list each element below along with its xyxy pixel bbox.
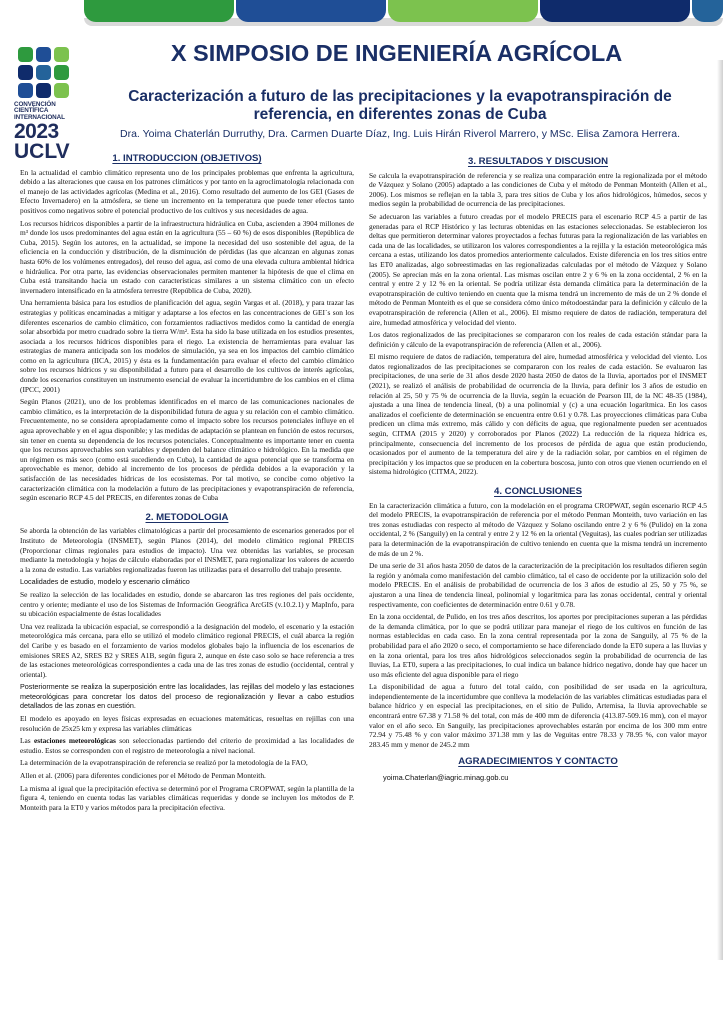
logo-line1: CONVENCIÓN — [14, 101, 56, 108]
conclusions-heading: 4. CONCLUSIONES — [494, 486, 582, 497]
method-paragraph: La determinación de la evapotranspiración de referencia se realizó por la metodología de la FAO, — [20, 758, 308, 768]
method-paragraph: La misma al igual que la precipitación efectiva se determinó por el Programa CROPWAT, según la plantilla de la figura 4, teniendo en cuenta todas las variables climáticas requeridas y donde se incluyen los métodos de P. Monteith para la ET0 y varios métodos para la precipitación efectiva. — [20, 783, 354, 812]
left-column — [20, 154, 354, 815]
text-run: Las — [20, 736, 34, 746]
header-stripe — [692, 0, 723, 22]
intro-paragraph: Una herramienta básica para los estudios de planificación del agua, según Vargas et al. (2018), y para trazar las estrategias y políticas encaminadas a mitigar y adaptarse a los efectos en las concentraciones de GEI´s son los diferentes escenarios de cambio climático, con forzamientos radiactivos medidos como la cantidad de energía solar absorbida por metro cuadrado sobre la tierra W/m². Esta ha sido la base utilizada en los estudios presentes, asociada a los recursos hídricos disponibles para el riego. La existencia de herramientas para evaluar las estrategias de manera anticipada son los modelos de simulación, ya sea en los impactos del cambio climático como en la agricultura (IICA, 2015) y ésta es la fundamentación para evaluar el efecto del cambio climático sobre los recursos hídricos y su disponibilidad a futuro para el desarrollo de los cultivos de interés agrícolas, donde los escenarios constituyen un instrumento esencial de evaluar la incertidumbre de los cambios en el clima (IPCC, 2001) — [20, 298, 354, 394]
logo-line2: CIENTÍFICA — [14, 107, 49, 115]
conclusions-paragraph: En la caracterización climática a futuro, con la modelación en el programa CROPWAT, según escenario RCP 4.5 del modelo PRECIS, la evapotranspiración de referencia por el método Penman Monteith, tuvo variación en las tres zonas estudiadas con respecto al método de Vázquez y Solano oscilando entre 2 y 6 % (Pulido) en la zona occidental, 2 % (Sanguily) en la central y entre 2 y 12 % en la oriental (Veguitas), las cuales podrían ser utilizadas para la determinación de la evapotranspiración de cultivo teniendo en cuenta que la misma tendrá un incremento de más de un 2 %. — [369, 500, 707, 558]
header-stripe — [236, 0, 386, 22]
conclusions-paragraph: En la zona occidental, de Pulido, en los tres años descritos, los aportes por precipitaciones superan a las pérdidas de la demanda climática, por lo que se podrá utilizar para manejar el riego de los cultivos en función de las normas establecidas en cada caso. En la zona central representada por la zona de Sanguily, al 75 % de la probabilidad para el año 2020 o seco, el comportamiento se hace diferenciado donde la ET0 supera a las lluvias y en la zona oriental, para los tres años hidrológicos seleccionados según la probabilidad de ocurrencia de las lluvias, La ET0, supera a las precipitaciones, lo cual indica un balance hídrico negativo, donde hay que hacer un uso más eficiente del agua disponible para el riego — [369, 612, 707, 679]
intro-paragraph: En la actualidad el cambio climático representa uno de los principales problemas que enfrenta la agricultura, debido a las alteraciones que causa en los patrones climáticos y por tanto en la agroclimatología relacionada con el manejo de las actividades agrícolas (Medina et al., 2016). Como resultado del aumento de los GEI (Gases de Efecto Invernadero) en la atmósfera, se tiene un incremento en la temperatura que puede tener efectos tanto positivos como negativos sobre el potencial productivo de los cultivos y sus necesidades de agua. — [20, 167, 354, 215]
logo-org: UCLV — [14, 139, 70, 163]
conclusions-paragraph: La disponibilidad de agua a futuro del total caído, con posibilidad de ser usada en la agricultura, independientemente de la incertidumbre que conlleva la modelación de las variables climáticas estudiadas para el balance hídrico y en especial las precipitaciones, en el sitio de Pulido, Artemisa, la lluvia aprovechable se encontrará entre 67.38 y 71.58 % del total, con más de 400 mm de diferencia (413.87-509.16 mm), con el mayor valor en el año seco. En Sanguily, las precipitaciones aprovechables estarán por encima de los 300 mm entre 72.94 y 75.48 % y con valor máximo 371.38 mm y las de Veguitas entre 78.33 y 78.95 %, con valor mayor 283.45 mm y menor de 245.2 mm — [369, 682, 707, 749]
method-paragraph: El modelo es apoyado en leyes físicas expresadas en ecuaciones matemáticas, resueltas en rejillas con una resolución de 25x25 km y expresa las variables climáticas — [20, 714, 354, 733]
header-stripe — [540, 0, 690, 22]
logo-year: 2023 — [14, 119, 59, 143]
bold-term: estaciones meteorológicas — [33, 736, 116, 746]
method-paragraph: Se realizo la selección de las localidades en estudio, donde se abarcaron las tres regiones del país occidente, centro y oriente; mediante el uso de los Sistemas de Información Geográfica ArcGIS (v.10.2.1) y MapInfo, para su ubicación espacialmente de éstas localidades — [20, 589, 354, 619]
right-column — [369, 157, 707, 783]
results-heading: 3. RESULTADOS Y DISCUSION — [467, 156, 609, 167]
results-paragraph: Se calcula la evapotranspiración de referencia y se realiza una comparación entre la regionalizada por el método de Vázquez y Solano (2005) adaptado a las condiciones de Cuba y el método de Penman Monteith (Allen et al., 2006). Los mismos se reflejan en la tabla 3, para tres sitios de Cuba y los años hidrológicos, húmedos, secos y medios según la probabilidad de ocurrencia de las precipitaciones. — [369, 170, 707, 209]
results-paragraph: Los datos regionalizados de las precipitaciones se compararon con los reales de cada estación stándar para la definición y cálculo de la evapotranspiración de referencia (Allen et al., 2006). — [369, 330, 707, 349]
method-paragraph: Una vez realizada la ubicación espacial, se correspondió a la designación del modelo, el escenario y la estación meteorológica más cercana, para ello se utilizó el modelo climático regional PRECIS, el cuál abarca la región del Caribe y es basado en el forzamiento de varios modelos globales bajo la influencia de los escenarios de emisiones SRES A2, SRES B2 y SRES A1B, según figura 2, aunque en éste caso solo se hace referencia a tres de las estaciones meteorológicas correspondientes a cada una de las tres zonas de estudio (occidental, central y oriental). — [20, 621, 354, 679]
conclusions-paragraph: De una serie de 31 años hasta 2050 de datos de la caracterización de la precipitación los resultados difieren según la región y anómala como manifestación del cambio climático, tal el caso de occidente por la utilización solo del modelo PRECIS. En el análisis de probabilidad de ocurrencia de los 3 años de estudio al 25, 50 y 75 %, se ajustaron a una línea de tendencia lineal, polinomial y logarítmica para las zonas occidental, central y oriental respectivamente, con coeficientes de determinación entre 0.61 y 0.78. — [369, 561, 707, 609]
method-paragraph: Posteriormente se realiza la superposición entre las localidades, las rejillas del modelo y las estaciones meteorológicas para concretar los datos del proceso de regionalización y llevar a cabo estudios detallados de las zonas en cuestión. — [20, 682, 354, 711]
method-subheading: Localidades de estudio, modelo y escenario climático — [20, 577, 190, 587]
logo-squares-icon — [18, 47, 70, 98]
results-paragraph: Se adecuaron las variables a futuro creadas por el modelo PRECIS para el escenario RCP 4.5 a partir de las generadas para el RCP Histórico y las lecturas obtenidas en las estaciones seleccionadas. Se establecieron los deltas que permitieron determinar valores proyectados a fechas futuras para la regionalización de las variables en cada una de las localidades, se utilizaron los valores correspondientes a la rejilla y la estación meteorológica más cercana a estas, utilizando los datos promedios anteriormente calculados. Existe diferencia en los tres sitios entre las ET0 analizadas, algo sobreestimadas en las regionalizadas calculadas por el método de Vázquez y Solano (2005). Se aprecian más en la zona oriental. Las mismas oscilan entre 2 y 6 % en la zona occidental, 2 % en la central y entre 2 y 12 % en la oriental. Se podría utilizar ésta demanda climática para la determinación de la evapotranspiración de cultivo teniendo en cuenta que la misma tendrá un incremento de más de un 2 % donde el método de Penman Monteith es el que se considera cómo único métodoestándar para la definición y cálculo de la evapotranspiración de referencia (Allen et al., 2006). El mismo requiere de datos de radiación, temperatura del aire, humedad atmosférica y velocidad del viento. — [369, 211, 707, 327]
method-paragraph — [20, 736, 354, 755]
method-heading: 2. METODOLOGIA — [145, 511, 229, 523]
convention-logo — [14, 47, 70, 162]
authors: Dra. Yoima Chaterlán Durruthy, Dra. Carmen Duarte Díaz, Ing. Luis Hirán Riverol Marrero, y MSc. Elisa Zamora Herrera. — [120, 128, 680, 140]
header-stripe — [388, 0, 538, 22]
page-edge-shadow — [717, 60, 723, 960]
method-paragraph: Allen et al. (2006) para diferentes condiciones por el Método de Penman Monteith. — [20, 771, 266, 781]
intro-heading: 1. INTRODUCCION (OBJETIVOS) — [112, 153, 262, 164]
symposium-title: X SIMPOSIO DE INGENIERÍA AGRÍCOLA — [170, 40, 623, 66]
header-stripe — [84, 0, 234, 22]
contact-email[interactable]: yoima.Chaterlan@iagric.minag.gob.cu — [383, 773, 509, 783]
results-paragraph: El mismo requiere de datos de radiación, temperatura del aire, humedad atmosférica y velocidad del viento. Los datos regionalizados de las precipitaciones se compararon con los reales de cada estación. Se evaluaron las precipitaciones, de una serie de 31 años desde 2020 hasta 2050 de datos de la lluvia, aportados por el INSMET (2021), se realizó el análisis de probabilidad de ocurrencia de la lluvia, para definir los 3 años de estudio en relación al 25, 50 y 75 % de ocurrencia de la lluvia, según la ecuación de Pearson III, de la NC 48-35 (1984), ajustada a una línea de tendencia lineal, (b) a una polinomial y (c) a una ecuación logarítmica. En los casos analizados el coeficiente de determinación se encuentra entre 0.61 y 0.78. Las proyecciones climáticas para Cuba predicen un clima más extremo, más cálido y con déficits de agua, que regionalmente pueden ser acentuados según, CITMA (2015 y 2020) y corroborados por Planos (2022) La reducción de la riqueza hídrica es, principalmente, consecuencia del incremento de los procesos de pérdida de agua que están produciendo, ocasionados por el aumento de la temperatura del aire y de la radiación solar, por cambios en el régimen de precipitación y los impactos que se producen en la cobertura boscosa, junto con otros que vienen ocurriendo en el sistema hidrológico (CITMA, 2022). — [369, 352, 707, 477]
intro-paragraph: Según Planos (2021), uno de los problemas identificados en el marco de las comunicaciones nacionales de cambio climático, es la interpretación de la disponibilidad futura de agua y su relación con el cambio climático. Frecuentemente, no se considera apropiadamente como el impacto sobre los recursos potenciales influye en el agua aprovechable y en el agua disponible; y las medidas de adaptación se plantean en función de estos recursos, sin tener en cuenta su dependencia de los recursos potenciales. Conceptualmente es importante tener en cuenta que los recursos aprovechables son variables y dependen del balance climático e hidrológico. En la medida que un régimen es más seco (como está sucediendo en Cuba), la cantidad de agua potencial que se transforma en aprovechable es menor, debido al incremento de los procesos de pérdida debidos a la evaporación y la satisfacción de las necesidades hídricas de los ecosistemas. Por tal motivo, se concibe como objetivo la caracterización climática con la modelación a futuro de las precipitaciones y evapotranspiración de referencia, según escenario RCP 4.5 del PRECIS, en diferentes zonas de Cuba — [20, 397, 354, 503]
logo-line3: INTERNACIONAL — [14, 113, 65, 121]
logo-text — [14, 102, 70, 162]
text-run: son seleccionadas partiendo del criterio de proximidad a las localidades de estudio. Estos se corresponden con el registro de meteorología a nivel nacional. — [20, 736, 354, 755]
ack-heading: AGRADECIMIENTOS Y CONTACTO — [458, 756, 618, 768]
poster-title: Caracterización a futuro de las precipitaciones y la evapotranspiración de referencia, en diferentes zonas de Cuba — [128, 88, 672, 123]
intro-paragraph: Los recursos hídricos disponibles a partir de la infraestructura hidráulica en Cuba, ascienden a 3904 millones de m³ donde los usos predominantes del agua están en la agricultura (55 – 60 %) de esos disponibles (República de Cuba, 2015). Según los autores, en la actualidad, se impone la necesidad del uso sostenible del agua, de la eficiencia en la conducción y distribución, de la disminución de pérdidas (las que alcanzan en algunas zonas hasta 60% de los volúmenes entregados), del reuso del agua, así como de una elevada cultura ambiental hídrica e hidráulica. Por otra parte, las evidencias observacionales permiten mantener la hipótesis de que el clima en Cuba está transitando hacia un estado con características similares a un sistema climático con un efecto invernadero intensificado en la atmósfera terrestre (República de Cuba, 2020). — [20, 218, 354, 295]
method-paragraph: Se aborda la obtención de las variables climatológicas a partir del procesamiento de escenarios generados por el Instituto de Meteorología (INSMET), según Planos (2014), del modelo climático regional PRECIS (Proporcionar climas regionales para estudios de impacto). Una vez obtenidas las variables, se procesan mediante la metodología y hojas de cálculo elaboradas por el INSMET, para regionalizar los valores de acuerdo a la zona de estudio. Las variables regionalizadas fueron las utilizadas para el desarrollo del trabajo presente. — [20, 526, 354, 574]
